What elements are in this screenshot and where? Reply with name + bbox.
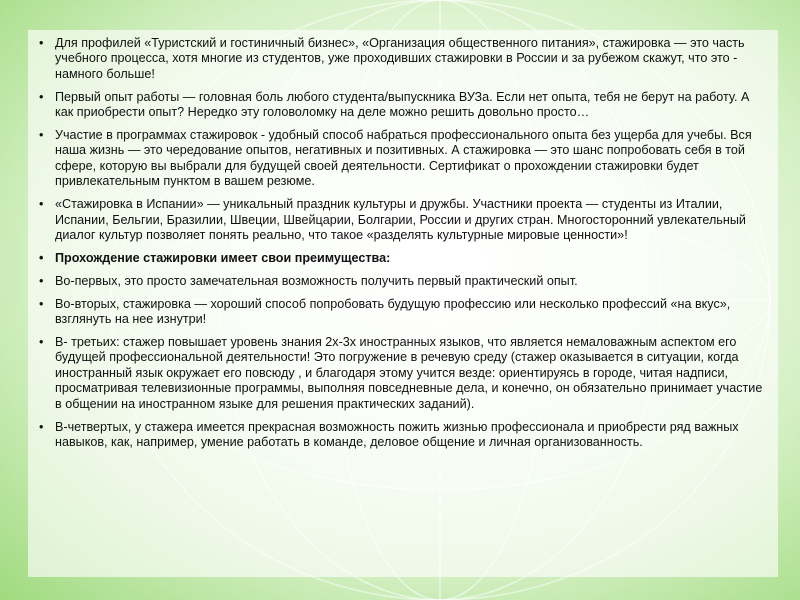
bullet-item: • Для профилей «Туристский и гостиничный бизнес», «Организация общественного питания», стажировка — это часть учебного процесса, хотя многие из студентов, уже проходивших стажировки в России и за рубежом скажут, что это - намного больше! — [55, 36, 766, 82]
bullet-item: • Первый опыт работы — головная боль любого студента/выпускника ВУЗа. Если нет опыта, тебя не берут на работу. А как приобрести опыт? Нередко эту головоломку на деле можно решить довольно просто… — [55, 90, 766, 121]
bullet-item: • В-четвертых, у стажера имеется прекрасная возможность пожить жизнью профессионала и приобрести ряд важных навыков, как, например, умение работать в команде, деловое общение и личная организованность. — [55, 420, 766, 451]
content-panel — [28, 30, 778, 577]
bullet-item: • В- третьих: стажер повышает уровень знания 2х-3х иностранных языков, что является немаловажным аспектом его будущей профессиональной деятельности! Это погружение в речевую среду (стажер оказывается в ситуации, когда иностранный язык окружает его повсюду , и благодаря этому учится везде: ориентируясь в городе, читая надписи, просматривая телевизионные программы, выполняя повседневные дела, и конечно, он обязательно принимает участие в общении на иностранном языке для решения практических заданий). — [55, 335, 766, 412]
bullet-item-heading: • Прохождение стажировки имеет свои преимущества: — [55, 251, 766, 266]
bullet-item: • «Стажировка в Испании» — уникальный праздник культуры и дружбы. Участники проекта — студенты из Италии, Испании, Бельгии, Бразилии, Швеции, Швейцарии, Болгарии, России и других стран. Многосторонний увлекательный диалог культур позволяет понять реально, что такое «разделять культурные мировые ценности»! — [55, 197, 766, 243]
bullet-item: • Участие в программах стажировок - удобный способ набраться профессионального опыта без ущерба для учебы. Вся наша жизнь — это чередование опытов, негативных и позитивных. А стажировка — это шанс попробовать себя в той сфере, которую вы выбрали для будущей своей деятельности. Сертификат о прохождении стажировки будет привлекательным пунктом в вашем резюме. — [55, 128, 766, 190]
bullet-item: • Во-вторых, стажировка — хороший способ попробовать будущую профессию или несколько профессий «на вкус», взглянуть на нее изнутри! — [55, 297, 766, 328]
bullet-item: • Во-первых, это просто замечательная возможность получить первый практический опыт. — [55, 274, 766, 289]
bullet-list — [28, 30, 778, 450]
